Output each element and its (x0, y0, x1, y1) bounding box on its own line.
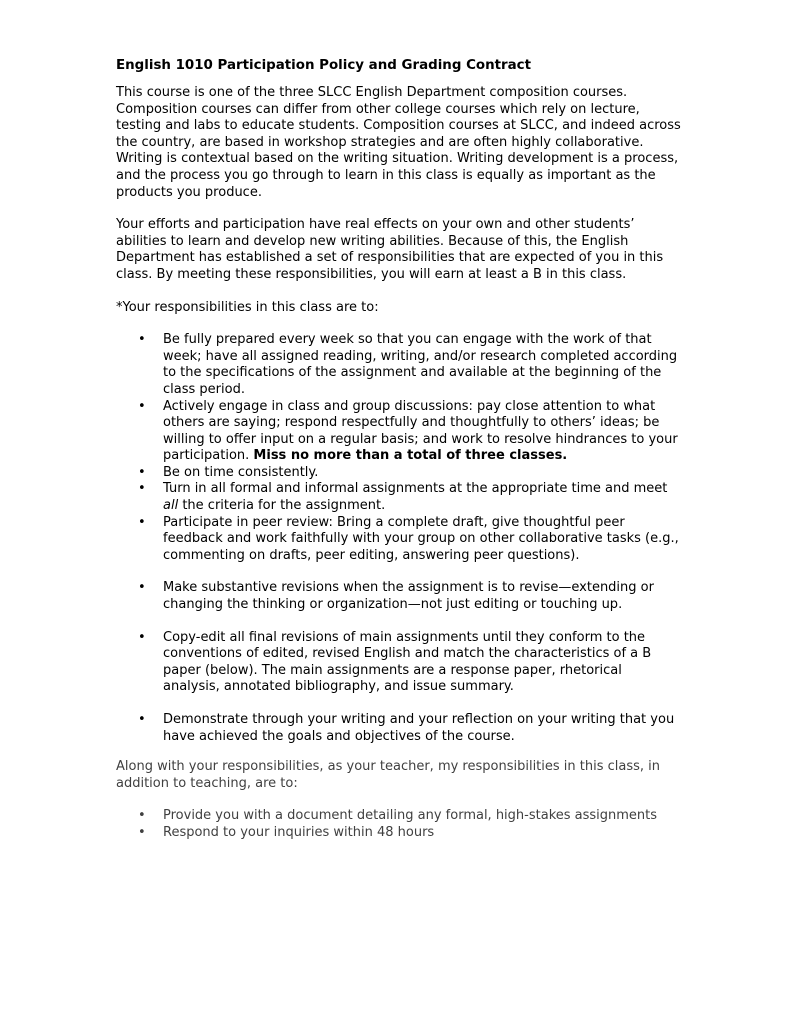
list-item: • Turn in all formal and informal assignments at the appropriate time and meet all the criteria for the assignment. (163, 481, 681, 514)
list-item: • Be on time consistently. (163, 465, 681, 482)
list-item: • Actively engage in class and group discussions: pay close attention to what others are saying; respond respectfully and thoughtfully to others’ ideas; be willing to offer input on a regular basis; and work to resolve hindrances to your participation. Miss no more than a total of three classes. (163, 399, 681, 465)
student-responsibilities-list (116, 332, 681, 745)
responsibilities-intro: *Your responsibilities in this class are to: (116, 299, 379, 315)
teacher-responsibilities-intro: Along with your responsibilities, as your teacher, my responsibilities in this class, in addition to teaching, are to: (116, 759, 661, 791)
participation-paragraph: Your efforts and participation have real effects on your own and other students’ abilities to learn and develop new writing abilities. Because of this, the English Department has established a set of responsibilities that are expected of you in this class. By meeting these responsibilities, you will earn at least a B in this class. (116, 217, 664, 282)
list-item: • Make substantive revisions when the assignment is to revise—extending or changing the thinking or organization—not just editing or touching up. (163, 580, 681, 613)
list-item: • Participate in peer review: Bring a complete draft, give thoughtful peer feedback and work faithfully with your group on other collaborative tasks (e.g., commenting on drafts, peer editing, answering peer questions). (163, 515, 681, 565)
teacher-responsibilities-list (116, 808, 681, 841)
intro-paragraph: This course is one of the three SLCC English Department composition courses. Composition courses can differ from other college courses which rely on lecture, testing and labs to educate students. Composition courses at SLCC, and indeed across the country, are based in workshop strategies and are often highly collaborative. Writing is contextual based on the writing situation. Writing development is a process, and the process you go through to learn in this class is equally as important as the products you produce. (116, 85, 681, 200)
list-item: • Copy-edit all final revisions of main assignments until they conform to the conventions of edited, revised English and match the characteristics of a B paper (below). The main assignments are a response paper, rhetorical analysis, annotated bibliography, and issue summary. (163, 630, 681, 696)
list-item: • Demonstrate through your writing and your reflection on your writing that you have achieved the goals and objectives of the course. (163, 712, 681, 745)
list-item: • Be fully prepared every week so that you can engage with the work of that week; have all assigned reading, writing, and/or research completed according to the specifications of the assignment and available at the beginning of the class period. (163, 332, 681, 398)
list-item: • Respond to your inquiries within 48 hours (163, 825, 681, 842)
document-title: English 1010 Participation Policy and Grading Contract (116, 58, 532, 73)
attendance-requirement: Miss no more than a total of three classes. (253, 448, 568, 464)
list-item: • Provide you with a document detailing any formal, high-stakes assignments (163, 808, 681, 825)
